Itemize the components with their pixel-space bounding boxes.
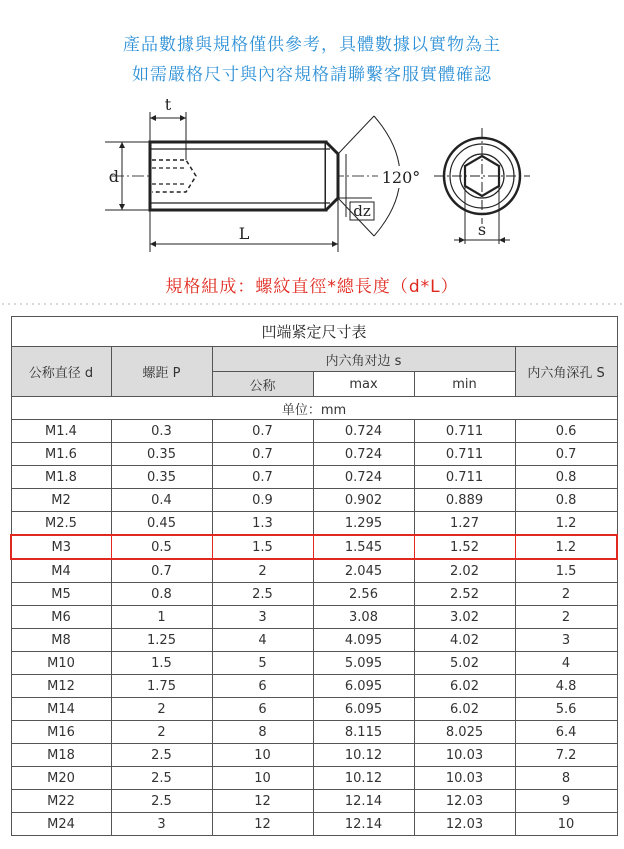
cell-pitch: 0.35 xyxy=(111,443,212,466)
cell-pitch: 1.25 xyxy=(111,629,212,652)
table-row xyxy=(11,420,617,443)
header-hex-across: 内六角对边 s xyxy=(212,347,515,372)
cell-diameter: M10 xyxy=(11,652,111,675)
cell-hex-depth: 2 xyxy=(515,606,617,629)
cell-hex-depth: 2 xyxy=(515,583,617,606)
cell-diameter: M8 xyxy=(11,629,111,652)
cell-hex-depth: 1.2 xyxy=(515,512,617,536)
cell-pitch: 0.35 xyxy=(111,466,212,489)
cell-diameter: M14 xyxy=(11,698,111,721)
cell-nominal: 8 xyxy=(212,721,313,744)
cell-min: 6.02 xyxy=(414,675,515,698)
cell-diameter: M20 xyxy=(11,767,111,790)
dim-label-t: t xyxy=(164,95,172,114)
cell-max: 12.14 xyxy=(313,813,414,836)
cell-min: 6.02 xyxy=(414,698,515,721)
cell-pitch: 0.45 xyxy=(111,512,212,536)
header-max: max xyxy=(313,372,414,397)
cell-hex-depth: 4 xyxy=(515,652,617,675)
cell-min: 12.03 xyxy=(414,790,515,813)
cell-pitch: 1.75 xyxy=(111,675,212,698)
dim-label-d: d xyxy=(108,167,119,186)
cell-hex-depth: 8 xyxy=(515,767,617,790)
cell-pitch: 2.5 xyxy=(111,744,212,767)
cell-max: 2.045 xyxy=(313,559,414,583)
table-row xyxy=(11,466,617,489)
cell-pitch: 3 xyxy=(111,813,212,836)
cell-nominal: 0.7 xyxy=(212,466,313,489)
cell-max: 10.12 xyxy=(313,767,414,790)
cell-max: 0.724 xyxy=(313,420,414,443)
cell-max: 0.724 xyxy=(313,443,414,466)
cell-min: 3.02 xyxy=(414,606,515,629)
cell-min: 12.03 xyxy=(414,813,515,836)
dim-label-s: s xyxy=(477,220,487,239)
cell-hex-depth: 0.8 xyxy=(515,489,617,512)
cell-pitch: 0.7 xyxy=(111,559,212,583)
cell-diameter: M1.4 xyxy=(11,420,111,443)
dotted-divider xyxy=(0,303,624,305)
cell-hex-depth: 1.5 xyxy=(515,559,617,583)
cell-nominal: 6 xyxy=(212,698,313,721)
cell-max: 0.902 xyxy=(313,489,414,512)
table-row xyxy=(11,790,617,813)
cell-diameter: M12 xyxy=(11,675,111,698)
cell-pitch: 2.5 xyxy=(111,767,212,790)
cell-min: 5.02 xyxy=(414,652,515,675)
cell-min: 0.711 xyxy=(414,420,515,443)
spec-formula: 規格組成：螺紋直徑*總長度（d*L） xyxy=(165,277,459,297)
cell-max: 1.545 xyxy=(313,535,414,559)
cell-hex-depth: 7.2 xyxy=(515,744,617,767)
cell-max: 3.08 xyxy=(313,606,414,629)
cell-min: 10.03 xyxy=(414,744,515,767)
cell-diameter: M4 xyxy=(11,559,111,583)
cell-min: 2.02 xyxy=(414,559,515,583)
cell-pitch: 0.8 xyxy=(111,583,212,606)
table-title: 凹端紧定尺寸表 xyxy=(11,317,617,347)
cell-pitch: 2 xyxy=(111,721,212,744)
cell-diameter: M22 xyxy=(11,790,111,813)
cell-max: 10.12 xyxy=(313,744,414,767)
set-screw-drawing xyxy=(0,92,624,262)
cell-diameter: M3 xyxy=(11,535,111,559)
cell-nominal: 3 xyxy=(212,606,313,629)
cell-min: 1.27 xyxy=(414,512,515,536)
cell-nominal: 2 xyxy=(212,559,313,583)
size-table xyxy=(10,316,618,836)
cell-pitch: 1.5 xyxy=(111,652,212,675)
table-row xyxy=(11,721,617,744)
header-nominal: 公称 xyxy=(212,372,313,397)
cell-hex-depth: 3 xyxy=(515,629,617,652)
cell-min: 1.52 xyxy=(414,535,515,559)
cell-hex-depth: 6.4 xyxy=(515,721,617,744)
table-row xyxy=(11,583,617,606)
cell-diameter: M2 xyxy=(11,489,111,512)
header-pitch: 螺距 P xyxy=(111,347,212,397)
cell-diameter: M6 xyxy=(11,606,111,629)
cell-max: 1.295 xyxy=(313,512,414,536)
cell-min: 2.52 xyxy=(414,583,515,606)
table-row xyxy=(11,559,617,583)
cell-min: 4.02 xyxy=(414,629,515,652)
table-row xyxy=(11,535,617,559)
cell-hex-depth: 1.2 xyxy=(515,535,617,559)
screw-chamfer xyxy=(326,142,338,210)
cell-diameter: M24 xyxy=(11,813,111,836)
cell-min: 0.711 xyxy=(414,443,515,466)
table-row xyxy=(11,489,617,512)
cell-max: 6.095 xyxy=(313,675,414,698)
table-row xyxy=(11,698,617,721)
cell-nominal: 5 xyxy=(212,652,313,675)
cell-nominal: 0.9 xyxy=(212,489,313,512)
cell-pitch: 1 xyxy=(111,606,212,629)
cell-diameter: M1.6 xyxy=(11,443,111,466)
cell-diameter: M18 xyxy=(11,744,111,767)
cell-nominal: 10 xyxy=(212,767,313,790)
cell-nominal: 0.7 xyxy=(212,443,313,466)
cell-max: 12.14 xyxy=(313,790,414,813)
screw-body xyxy=(150,142,326,210)
cell-max: 4.095 xyxy=(313,629,414,652)
table-row xyxy=(11,813,617,836)
cell-nominal: 1.5 xyxy=(212,535,313,559)
cell-hex-depth: 9 xyxy=(515,790,617,813)
cell-pitch: 2.5 xyxy=(111,790,212,813)
cell-diameter: M1.8 xyxy=(11,466,111,489)
notice-line-2: 如需嚴格尺寸與內容規格請聯繫客服實體確認 xyxy=(132,65,492,85)
cell-hex-depth: 0.7 xyxy=(515,443,617,466)
table-row xyxy=(11,767,617,790)
cell-hex-depth: 10 xyxy=(515,813,617,836)
cell-max: 5.095 xyxy=(313,652,414,675)
notice-line-1: 產品數據與規格僅供參考，具體數據以實物為主 xyxy=(123,35,501,55)
cell-nominal: 6 xyxy=(212,675,313,698)
cell-min: 8.025 xyxy=(414,721,515,744)
table-row xyxy=(11,443,617,466)
table-row xyxy=(11,606,617,629)
cell-min: 0.889 xyxy=(414,489,515,512)
cell-hex-depth: 0.6 xyxy=(515,420,617,443)
cell-max: 6.095 xyxy=(313,698,414,721)
cell-hex-depth: 0.8 xyxy=(515,466,617,489)
cell-diameter: M2.5 xyxy=(11,512,111,536)
cell-min: 0.711 xyxy=(414,466,515,489)
cell-hex-depth: 4.8 xyxy=(515,675,617,698)
cell-diameter: M16 xyxy=(11,721,111,744)
cell-hex-depth: 5.6 xyxy=(515,698,617,721)
unit-label: 单位：mm xyxy=(11,397,617,420)
table-row xyxy=(11,629,617,652)
dim-label-angle: 120° xyxy=(381,168,421,187)
table-row xyxy=(11,744,617,767)
cell-nominal: 10 xyxy=(212,744,313,767)
cell-diameter: M5 xyxy=(11,583,111,606)
cell-nominal: 12 xyxy=(212,813,313,836)
cell-max: 2.56 xyxy=(313,583,414,606)
cell-nominal: 4 xyxy=(212,629,313,652)
table-row xyxy=(11,512,617,536)
cell-pitch: 0.3 xyxy=(111,420,212,443)
dim-label-L: L xyxy=(238,224,250,243)
cell-max: 8.115 xyxy=(313,721,414,744)
cell-nominal: 1.3 xyxy=(212,512,313,536)
cell-max: 0.724 xyxy=(313,466,414,489)
dim-label-dz: dz xyxy=(353,202,371,220)
cell-nominal: 12 xyxy=(212,790,313,813)
cell-pitch: 0.4 xyxy=(111,489,212,512)
cell-nominal: 0.7 xyxy=(212,420,313,443)
cell-min: 10.03 xyxy=(414,767,515,790)
cell-nominal: 2.5 xyxy=(212,583,313,606)
cell-pitch: 0.5 xyxy=(111,535,212,559)
table-row xyxy=(11,675,617,698)
header-hex-depth: 内六角深孔 S xyxy=(515,347,617,397)
header-diameter: 公称直径 d xyxy=(11,347,111,397)
table-row xyxy=(11,652,617,675)
cell-pitch: 2 xyxy=(111,698,212,721)
header-min: min xyxy=(414,372,515,397)
